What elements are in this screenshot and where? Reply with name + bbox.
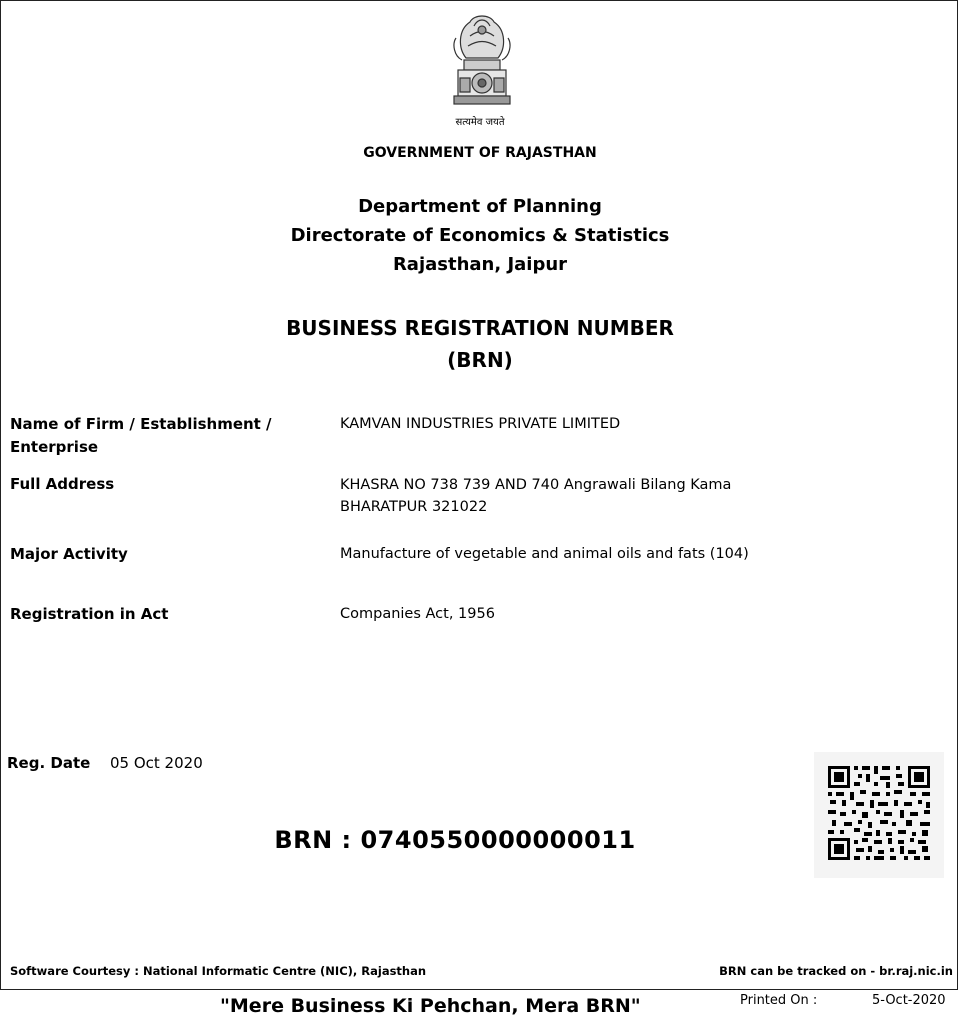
brn-number: BRN : 0740550000000011 xyxy=(274,826,636,854)
field-label-registration-act: Registration in Act xyxy=(10,605,169,623)
slogan: "Mere Business Ki Pehchan, Mera BRN" xyxy=(220,995,641,1017)
reg-date-value: 05 Oct 2020 xyxy=(110,754,203,772)
field-label-firm-name: Name of Firm / Establishment / Enterprise xyxy=(10,415,272,456)
field-value-address-line-1: KHASRA NO 738 739 AND 740 Angrawali Bilang Kama xyxy=(340,477,732,493)
field-label-address: Full Address xyxy=(10,475,115,493)
field-label-major-activity: Major Activity xyxy=(10,545,128,563)
directorate-line: Directorate of Economics & Statistics xyxy=(290,225,670,246)
qr-code-icon xyxy=(814,752,944,878)
location-line: Rajasthan, Jaipur xyxy=(392,254,568,275)
emblem-motto: सत्यमेव जयते xyxy=(455,117,505,128)
tracking-info: BRN can be tracked on - br.raj.nic.in xyxy=(719,964,953,978)
printed-on-value: 5-Oct-2020 xyxy=(872,993,946,1008)
field-value-firm-name: KAMVAN INDUSTRIES PRIVATE LIMITED xyxy=(340,416,621,432)
government-name: GOVERNMENT OF RAJASTHAN xyxy=(363,145,597,161)
reg-date-label: Reg. Date xyxy=(7,754,91,772)
field-value-address-line-2: BHARATPUR 321022 xyxy=(340,499,488,515)
printed-on-label: Printed On : xyxy=(740,993,818,1008)
document-subtitle: (BRN) xyxy=(447,348,513,372)
national-emblem-icon xyxy=(444,8,520,114)
document-title: BUSINESS REGISTRATION NUMBER xyxy=(286,316,674,340)
software-courtesy: Software Courtesy : National Informatic Centre (NIC), Rajasthan xyxy=(10,964,427,978)
department-line: Department of Planning xyxy=(358,196,602,217)
field-value-major-activity: Manufacture of vegetable and animal oils and fats (104) xyxy=(340,546,749,562)
field-value-registration-act: Companies Act, 1956 xyxy=(340,606,495,622)
